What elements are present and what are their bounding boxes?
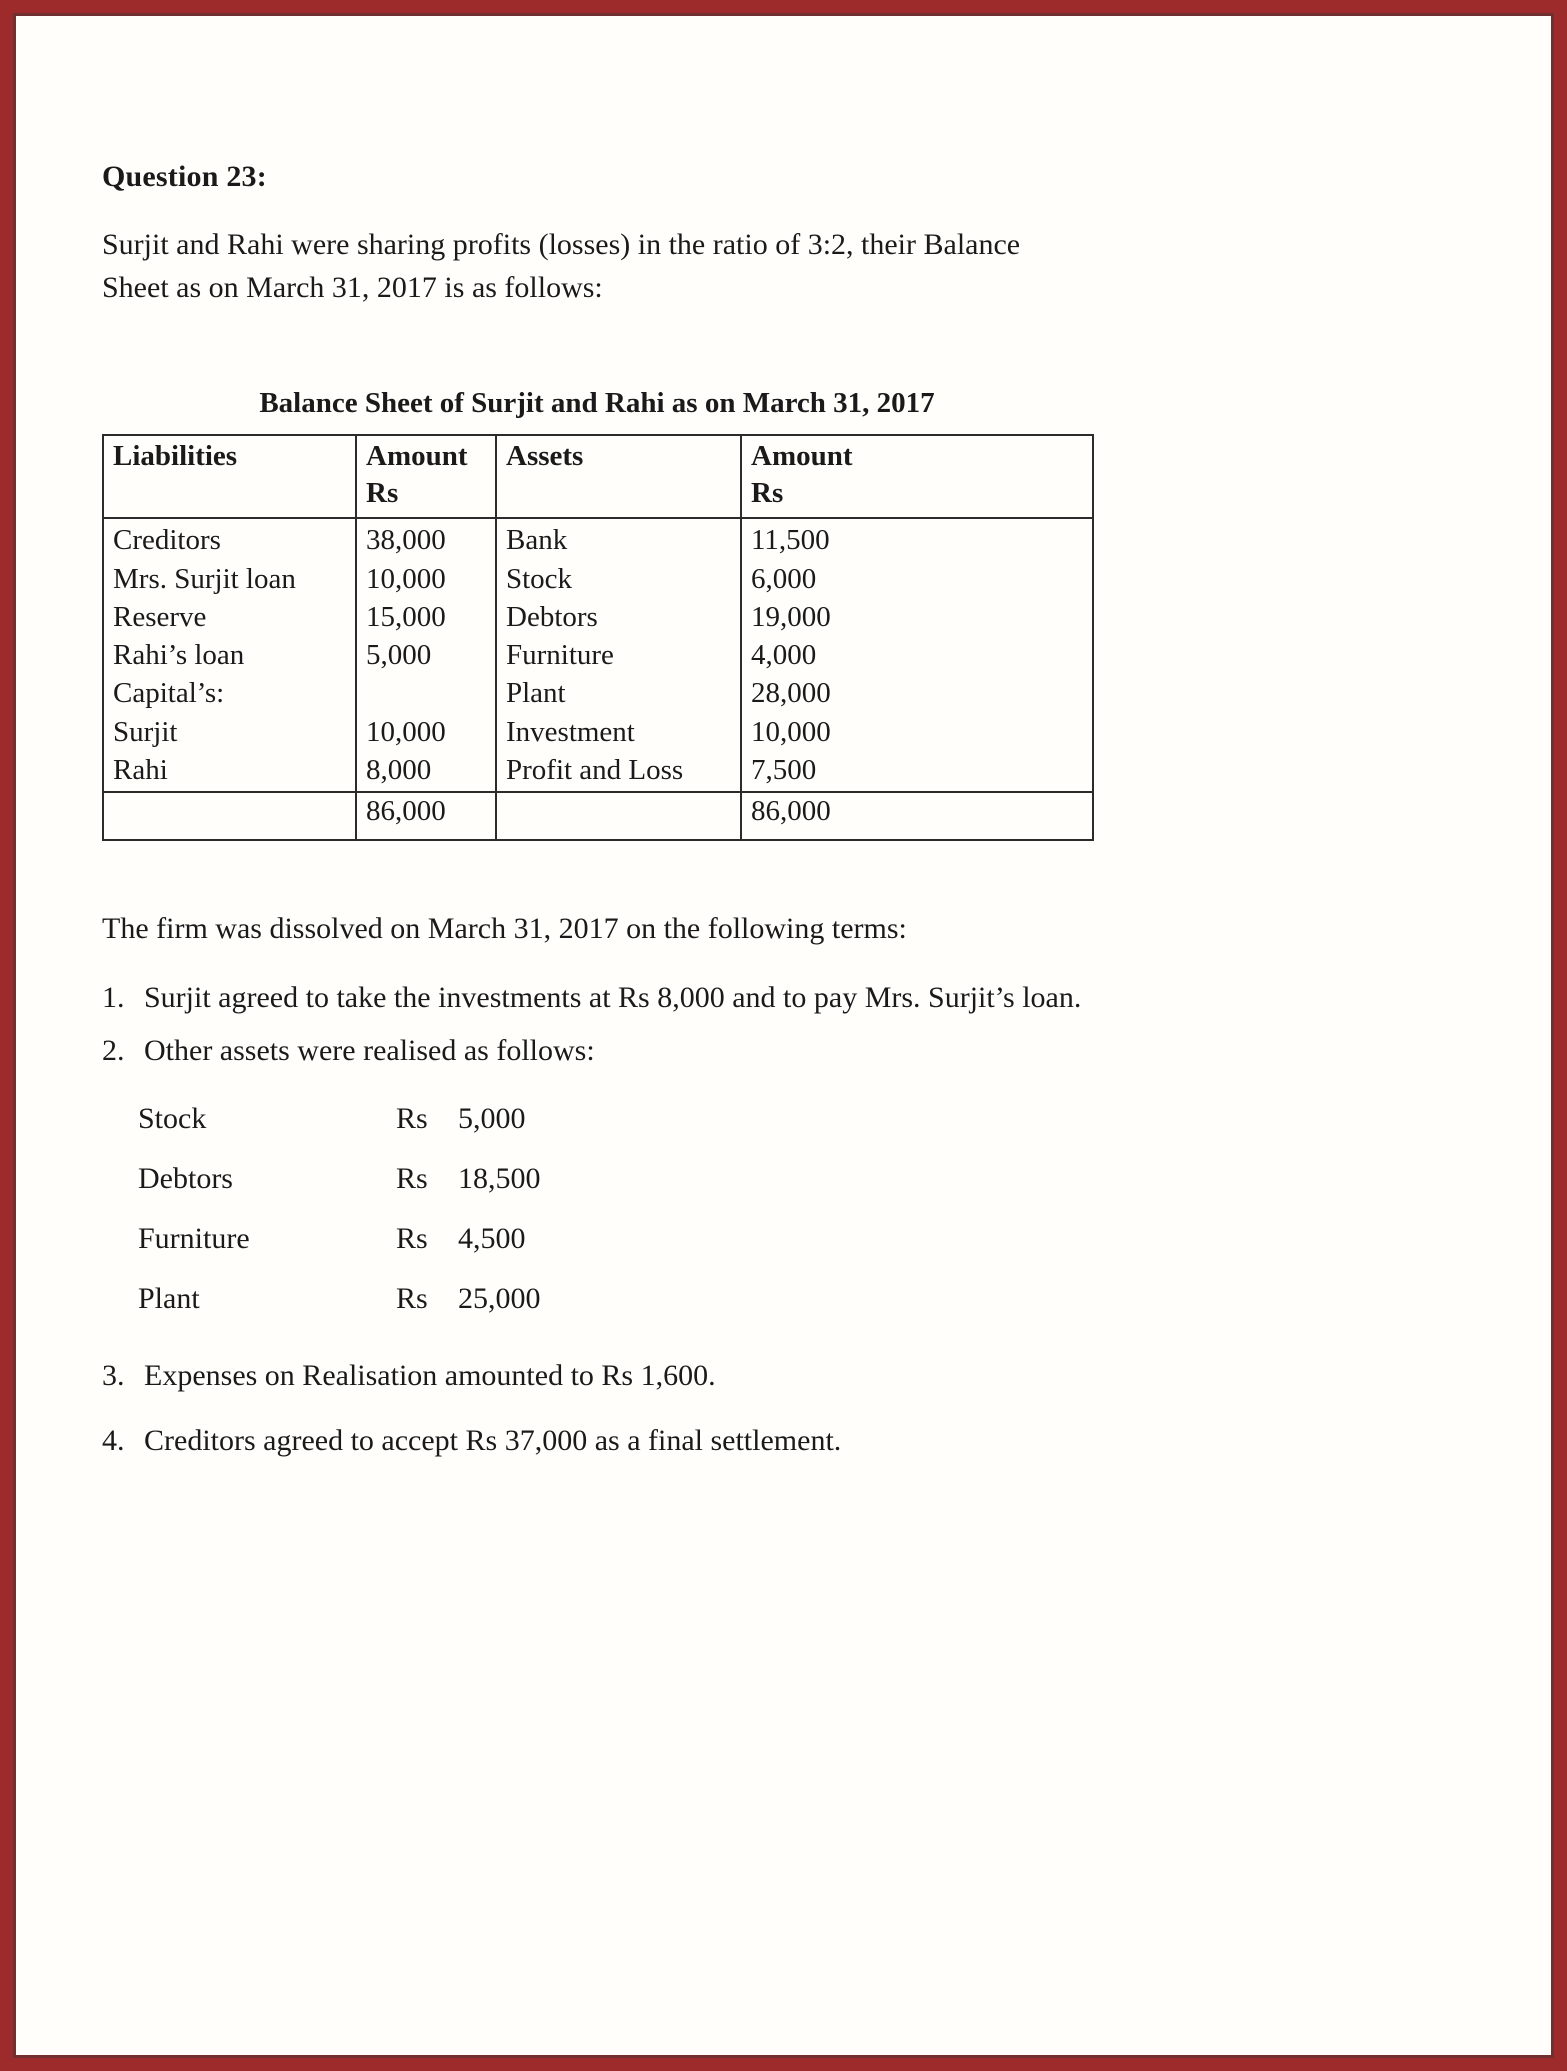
cell-line <box>366 674 486 712</box>
cell-line: 10,000 <box>366 562 446 595</box>
list-item-text: Expenses on Realisation amounted to Rs 1,600. <box>144 1358 716 1392</box>
cell-line: 5,000 <box>366 639 432 672</box>
cell-line: 7,500 <box>751 754 817 786</box>
realisation-value: 5,000 <box>458 1101 526 1135</box>
cell-line: Bank <box>506 524 568 557</box>
list-item-number: 2. <box>102 1034 125 1068</box>
page-inner-rule <box>13 13 1554 2058</box>
assets-column <box>496 518 741 792</box>
total-assets-value: 86,000 <box>741 792 1093 840</box>
realisation-value: 25,000 <box>458 1281 541 1315</box>
intro-paragraph: Surjit and Rahi were sharing profits (losses) in the ratio of 3:2, their Balance Sheet as on March 31, 2017 is as follows: <box>102 228 1021 304</box>
liabilities-amounts-stack <box>366 521 486 789</box>
cell-line: 8,000 <box>366 754 432 786</box>
realisation-currency: Rs <box>396 1101 428 1135</box>
cell-line: Reserve <box>113 600 207 633</box>
cell-line: Investment <box>506 715 635 748</box>
cell-line: 38,000 <box>366 524 446 557</box>
table-row <box>138 1089 541 1149</box>
realisation-value: 18,500 <box>458 1161 541 1195</box>
header-liabilities <box>103 435 356 518</box>
table-total-row <box>103 792 1093 840</box>
header-assets <box>496 435 741 518</box>
list-item-text: Creditors agreed to accept Rs 37,000 as a final settlement. <box>144 1423 842 1457</box>
cell-line: Debtors <box>506 600 598 633</box>
header-amount-left-line2: Rs <box>366 477 399 510</box>
table-row <box>138 1149 541 1209</box>
cell-line: 4,000 <box>751 639 817 672</box>
terms-list-continued <box>102 1355 1102 1462</box>
realisation-value: 4,500 <box>458 1221 526 1255</box>
cell-line: 10,000 <box>751 715 831 748</box>
realisation-currency: Rs <box>396 1281 428 1315</box>
cell-line: Creditors <box>113 524 221 557</box>
header-amount-right-line1: Amount <box>751 440 853 473</box>
header-amount-right <box>741 435 1093 518</box>
realisation-item: Debtors <box>138 1161 233 1195</box>
header-amount-left <box>356 435 496 518</box>
table-header-row <box>103 435 1093 518</box>
realisation-currency: Rs <box>396 1221 428 1255</box>
cell-line: Capital’s: <box>113 677 225 710</box>
assets-amounts-stack <box>751 521 1083 789</box>
document-page <box>20 20 1547 2051</box>
header-assets-label: Assets <box>506 440 584 473</box>
realisation-table <box>138 1089 541 1329</box>
realisation-item: Furniture <box>138 1221 250 1255</box>
cell-line: Plant <box>506 677 566 710</box>
table-row <box>138 1269 541 1329</box>
balance-sheet-table <box>102 434 1094 841</box>
dissolution-paragraph: The firm was dissolved on March 31, 2017 on the following terms: <box>102 912 907 946</box>
cell-line: Rahi <box>113 754 168 786</box>
cell-line: Surjit <box>113 715 178 748</box>
cell-line: Profit and Loss <box>506 754 684 786</box>
table-row <box>103 518 1093 792</box>
cell-line: 6,000 <box>751 562 817 595</box>
cell-line: Rahi’s loan <box>113 639 245 672</box>
realisation-item: Stock <box>138 1101 207 1135</box>
cell-line: 28,000 <box>751 677 831 710</box>
page-title: Question 23: <box>102 160 267 193</box>
cell-line: Furniture <box>506 639 614 672</box>
header-amount-right-line2: Rs <box>751 477 784 510</box>
cell-line: 11,500 <box>751 524 830 557</box>
assets-labels-stack <box>506 521 731 789</box>
cell-line: Stock <box>506 562 573 595</box>
list-item <box>102 1420 1102 1463</box>
assets-amount-column <box>741 518 1093 792</box>
list-item-text: Other assets were realised as follows: <box>144 1034 595 1068</box>
table-row <box>138 1209 541 1269</box>
liabilities-column <box>103 518 356 792</box>
list-item <box>102 1030 1102 1073</box>
list-item-number: 1. <box>102 980 125 1014</box>
cell-line: 10,000 <box>366 715 446 748</box>
liabilities-amount-column <box>356 518 496 792</box>
header-amount-left-line1: Amount <box>366 440 468 473</box>
document-content <box>102 160 1102 1473</box>
cell-line: 15,000 <box>366 600 446 633</box>
cell-line: 19,000 <box>751 600 831 633</box>
list-item-number: 4. <box>102 1423 125 1457</box>
balance-sheet-title: Balance Sheet of Surjit and Rahi as on March 31, 2017 <box>259 387 935 420</box>
list-item-text: Surjit agreed to take the investments at Rs 8,000 and to pay Mrs. Surjit’s loan. <box>144 980 1082 1014</box>
header-liabilities-label: Liabilities <box>113 440 238 473</box>
terms-list <box>102 977 1102 1073</box>
realisation-item: Plant <box>138 1281 200 1315</box>
total-assets-label <box>496 792 741 840</box>
cell-line: Mrs. Surjit loan <box>113 562 296 595</box>
list-item-number: 3. <box>102 1358 125 1392</box>
realisation-currency: Rs <box>396 1161 428 1195</box>
list-item <box>102 977 1102 1020</box>
liabilities-labels-stack <box>113 521 346 789</box>
total-liabilities-label <box>103 792 356 840</box>
total-liabilities-value: 86,000 <box>356 792 496 840</box>
list-item <box>102 1355 1102 1398</box>
